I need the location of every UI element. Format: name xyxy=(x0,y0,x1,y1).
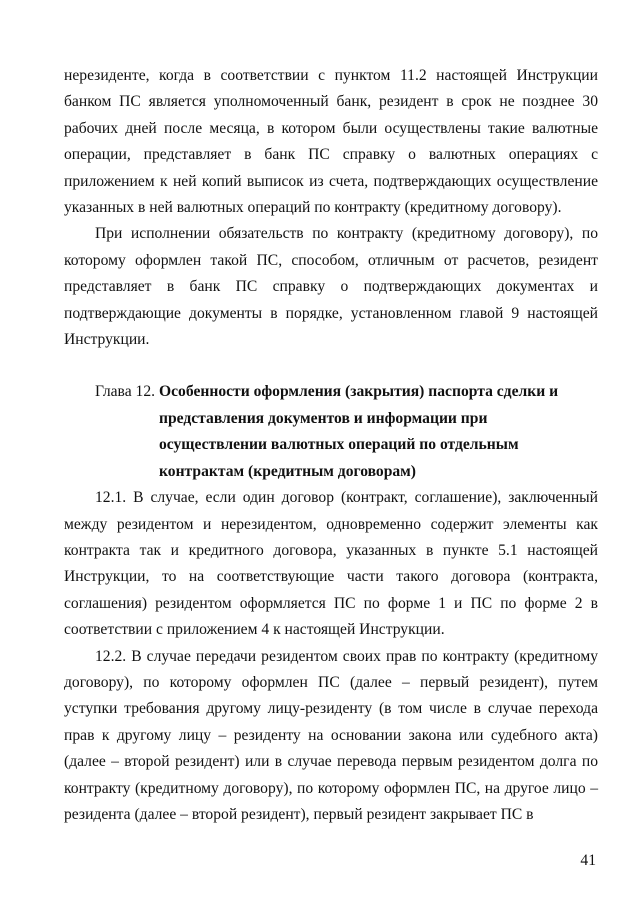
paragraph-12-1: 12.1. В случае, если один договор (контракт, соглашение), заключенный между резидентом и нерезидентом, одновременно содержит элементы как контракта так и кредитного договора, указанных в пункте 5.1 настоящей Инструкции, то на соответствующие части такого договора (контракта, соглашения) резидентом оформляется ПС по форме 1 и ПС по форме 2 в соответствии с приложением 4 к настоящей Инструкции. xyxy=(64,489,598,639)
page-number: 41 xyxy=(580,852,596,869)
paragraph-12-2: 12.2. В случае передачи резидентом своих прав по контракту (кредитному договору), по которому оформлен ПС (далее – первый резидент), путем уступки требования другому лицу-резиденту (в том числе в случае перехода прав к другому лицу – резиденту на основании закона или судебного акта) (далее – второй резидент) или в случае перевода первым резидентом долга по контракту (кредитному договору), по которому оформлен ПС, на другое лицо – резидента (далее – второй резидент), первый резидент закрывает ПС в xyxy=(64,647,598,823)
chapter-number: Глава 12. xyxy=(95,383,156,401)
chapter-heading xyxy=(64,379,598,485)
chapter-title-line-3: осуществлении валютных операций по отдельным xyxy=(159,436,519,454)
body-text xyxy=(64,63,598,828)
spacer xyxy=(64,353,598,379)
chapter-title-line-2: представления документов и информации при xyxy=(159,409,488,427)
chapter-title-line-4: контрактам (кредитным договорам) xyxy=(159,462,416,480)
chapter-title-line-1: Особенности оформления (закрытия) паспорта сделки и xyxy=(159,383,559,401)
paragraph-other-documents: При исполнении обязательств по контракту (кредитному договору), по которому оформлен такой ПС, способом, отличным от расчетов, резидент представляет в банк ПС справку о подтверждающих документах и подтверждающие документы в порядке, установленном главой 9 настоящей Инструкции. xyxy=(64,225,598,349)
paragraph-continuation: нерезиденте, когда в соответствии с пунктом 11.2 настоящей Инструкции банком ПС является уполномоченный банк, резидент в срок не позднее 30 рабочих дней после месяца, в котором были осуществлены такие валютные операции, представляет в банк ПС справку о валютных операциях с приложением к ней копий выписок из счета, подтверждающих осуществление указанных в ней валютных операций по контракту (кредитному договору). xyxy=(64,67,598,217)
